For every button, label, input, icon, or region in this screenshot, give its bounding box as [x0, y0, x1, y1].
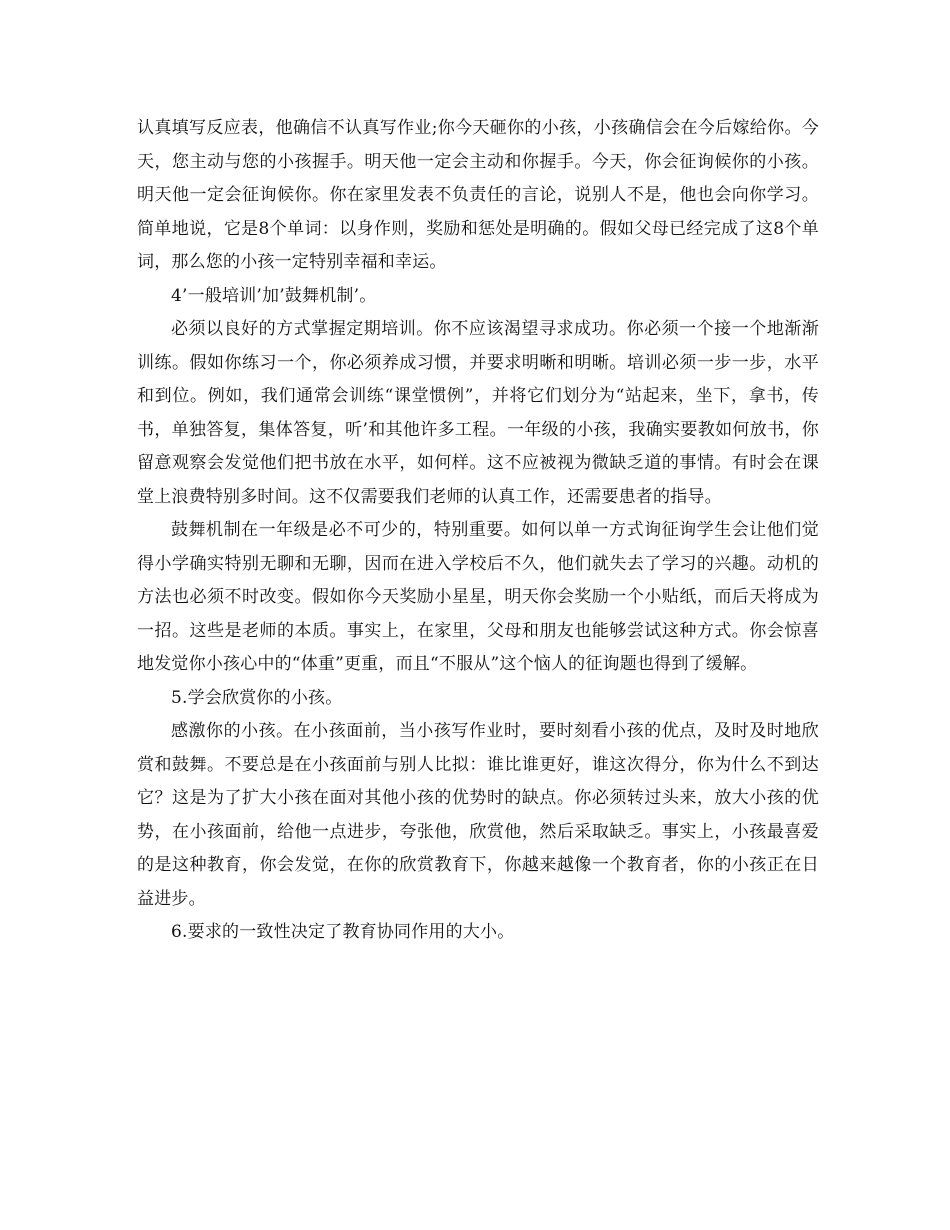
- heading-5-appreciate-child: 5.学会欣赏你的小孩。: [171, 687, 343, 708]
- heading-4-training-motivation: 4’一般培训’加’鼓舞机制’。: [171, 285, 377, 306]
- paragraph-appreciation: 感激你的小孩。在小孩面前，当小孩写作业时，要时刻看小孩的优点，及时及时地欣赏和鼓舞。不要总是在小孩面前与别人比拟：谁比谁更好，谁这次得分，你为什么不到达它？这是为了扩大小孩在面对其他小孩的优势时的缺点。你必须转过头来，放大小孩的优势，在小孩面前，给他一点进步，夸张他，欣赏他，然后采取缺乏。事实上，小孩最喜爱的是这种教育，你会发觉，在你的欣赏教育下，你越来越像一个教育者，你的小孩正在日益进步。: [137, 721, 819, 909]
- document-body: [137, 112, 819, 950]
- paragraph-training: 必须以良好的方式掌握定期培训。你不应该渴望寻求成功。你必须一个接一个地渐渐训练。假如你练习一个，你必须养成习惯，并要求明晰和明晰。培训必须一步一步，水平和到位。例如，我们通常会训练“课堂惯例”，并将它们划分为“站起来，坐下，拿书，传书，单独答复，集体答复，听’和其他许多工程。一年级的小孩，我确实要教如何放书，你留意观察会发觉他们把书放在水平，如何样。这不应被视为微缺乏道的事情。有时会在课堂上浪费特别多时间。这不仅需要我们老师的认真工作，还需要患者的指导。: [137, 319, 819, 507]
- paragraph-1: 认真填写反应表，他确信不认真写作业;你今天砸你的小孩，小孩确信会在今后嫁给你。今天，您主动与您的小孩握手。明天他一定会主动和你握手。今天，你会征询候你的小孩。明天他一定会征询候你。你在家里发表不负责任的言论，说别人不是，他也会向你学习。简单地说，它是8个单词：以身作则，奖励和惩处是明确的。假如父母已经完成了这8个单词，那么您的小孩一定特别幸福和幸运。: [137, 118, 819, 272]
- heading-6-consistency: 6.要求的一致性决定了教育协同作用的大小。: [171, 922, 515, 942]
- paragraph-motivation: 鼓舞机制在一年级是必不可少的，特别重要。如何以单一方式询征询学生会让他们觉得小学确实特别无聊和无聊，因而在进入学校后不久，他们就失去了学习的兴趣。动机的方法也必须不时改变。假如你今天奖励小星星，明天你会奖励一个小贴纸，而后天将成为一招。这些是老师的本质。事实上，在家里，父母和朋友也能够尝试这种方式。你会惊喜地发觉你小孩心中的“体重”更重，而且“不服从”这个恼人的征询题也得到了缓解。: [137, 520, 819, 674]
